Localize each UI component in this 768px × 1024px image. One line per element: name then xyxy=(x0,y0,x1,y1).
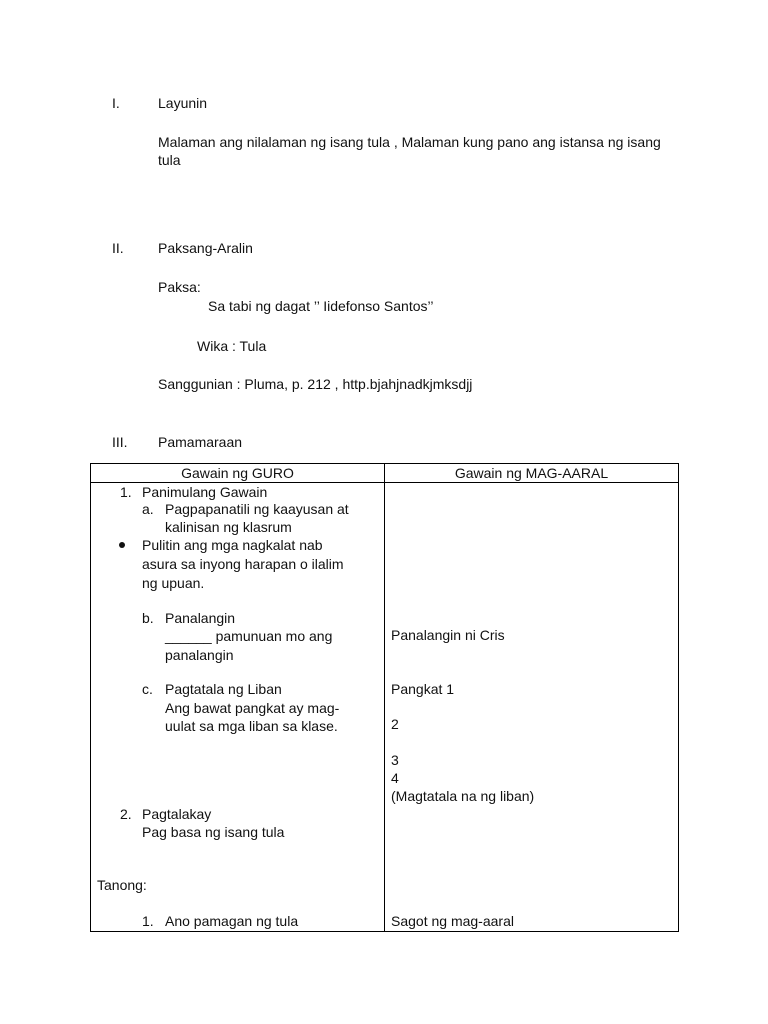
mag-aaral-cell xyxy=(385,483,679,932)
table-header-row xyxy=(91,464,679,483)
section-3-title: Pamamaraan xyxy=(158,434,243,450)
item-b-marker: b. xyxy=(142,610,154,626)
panalangin-response: Panalangin ni Cris xyxy=(391,627,505,643)
bullet-line-2: asura sa inyong harapan o ilalim xyxy=(142,556,344,572)
pangkat-4: 4 xyxy=(391,770,399,786)
section-2-title: Paksang-Aralin xyxy=(158,240,253,256)
item-2-title: Pagtalakay xyxy=(142,806,212,822)
bullet-icon xyxy=(119,542,125,548)
item-c-marker: c. xyxy=(142,681,153,697)
tanong-label: Tanong: xyxy=(97,877,147,893)
section-1-title: Layunin xyxy=(158,95,208,111)
pangkat-1: Pangkat 1 xyxy=(391,681,455,697)
item-c-line-2: uulat sa mga liban sa klase. xyxy=(165,718,338,734)
item-a-line-1: Pagpapanatili ng kaayusan at xyxy=(165,501,349,517)
item-a-line-2: kalinisan ng klasrum xyxy=(165,519,292,535)
section-1-numeral: I. xyxy=(112,95,120,111)
item-1-number: 1. xyxy=(120,484,132,500)
item-2-subtitle: Pag basa ng isang tula xyxy=(142,824,285,840)
pangkat-3: 3 xyxy=(391,752,399,768)
header-mag-aaral: Gawain ng MAG-AARAL xyxy=(385,464,679,483)
question-1-number: 1. xyxy=(142,913,154,929)
item-2-number: 2. xyxy=(120,806,132,822)
paksa-value: Sa tabi ng dagat ’’ Iidefonso Santos’’ xyxy=(208,298,434,314)
sagot-response: Sagot ng mag-aaral xyxy=(391,913,514,929)
section-2-numeral: II. xyxy=(112,240,124,256)
header-guro: Gawain ng GURO xyxy=(91,464,385,483)
sanggunian-text: Sanggunian : Pluma, p. 212 , http.bjahjnadkjmksdjj xyxy=(158,376,473,392)
table-row xyxy=(91,483,679,932)
layunin-text: Malaman ang nilalaman ng isang tula , Malaman kung pano ang istansa ng isang tula xyxy=(158,134,661,168)
section-3-numeral: III. xyxy=(112,434,128,450)
magtatala-note: (Magtatala na ng liban) xyxy=(391,788,535,804)
guro-cell xyxy=(91,483,385,932)
pangkat-2: 2 xyxy=(391,716,399,732)
item-c-title: Pagtatala ng Liban xyxy=(165,681,282,697)
item-b-line-1: ______ pamunuan mo ang xyxy=(165,628,333,644)
bullet-line-3: ng upuan. xyxy=(142,575,205,591)
question-1-text: Ano pamagan ng tula xyxy=(165,913,299,929)
item-a-marker: a. xyxy=(142,501,154,517)
item-c-line-1: Ang bawat pangkat ay mag- xyxy=(165,700,340,716)
paksa-label: Paksa: xyxy=(158,279,201,295)
item-1-title: Panimulang Gawain xyxy=(142,484,268,500)
item-b-title: Panalangin xyxy=(165,610,236,626)
item-b-line-2: panalangin xyxy=(165,647,234,663)
bullet-line-1: Pulitin ang mga nagkalat nab xyxy=(142,537,323,553)
pamamaraan-table xyxy=(90,463,679,932)
wika-text: Wika : Tula xyxy=(197,338,267,354)
